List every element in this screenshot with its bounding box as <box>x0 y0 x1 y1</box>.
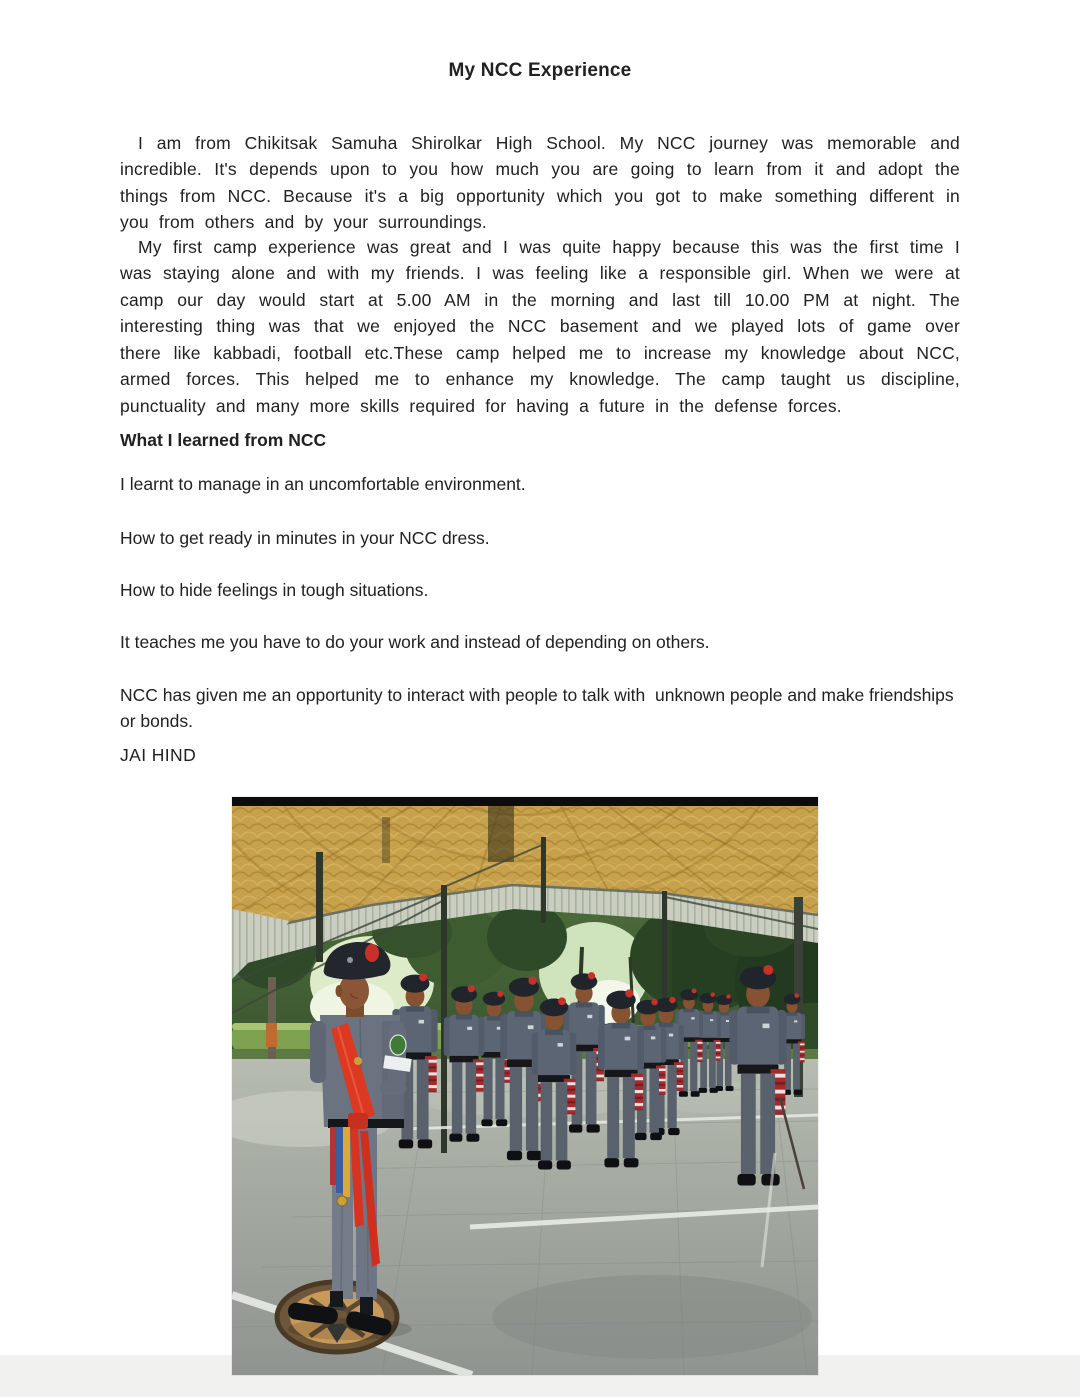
learning-item: It teaches me you have to do your work and instead of depending on others. <box>120 631 710 652</box>
learning-item: NCC has given me an opportunity to interact with people to talk with unknown people and make friendships or bonds. <box>120 684 959 731</box>
page-title: My NCC Experience <box>448 60 632 81</box>
learning-item: How to get ready in minutes in your NCC dress. <box>120 527 490 548</box>
learning-item: I learnt to manage in an uncomfortable environment. <box>120 473 526 494</box>
section-heading: What I learned from NCC <box>120 430 327 450</box>
paragraph-camp: My first camp experience was great and I was quite happy because this was the first time I was staying alone and with my friends. I was feeling like a responsible girl. When we were at camp our day would start at 5.00 AM in the morning and last till 10.00 PM at night. The interesting thing was that we enjoyed the NCC basement and we played lots of game over there like kabbadi, football etc.These camp helped me to increase my knowledge about NCC, armed forces. This helped me to enhance my knowledge. The camp taught us discipline, punctuality and many more skills required for having a future in the defense forces. <box>120 236 960 416</box>
paragraph-intro: I am from Chikitsak Samuha Shirolkar High School. My NCC journey was memorable and incredible. It's depends upon to you how much you are going to learn from it and adopt the things from NCC. Because it's a big opportunity which you got to make something different in you from others and by your surroundings. <box>120 132 960 232</box>
learning-item: How to hide feelings in tough situations. <box>120 579 429 600</box>
ncc-parade-photo <box>232 797 818 1375</box>
photo-top-bar <box>232 797 818 806</box>
closing-line: JAI HIND <box>120 745 197 765</box>
